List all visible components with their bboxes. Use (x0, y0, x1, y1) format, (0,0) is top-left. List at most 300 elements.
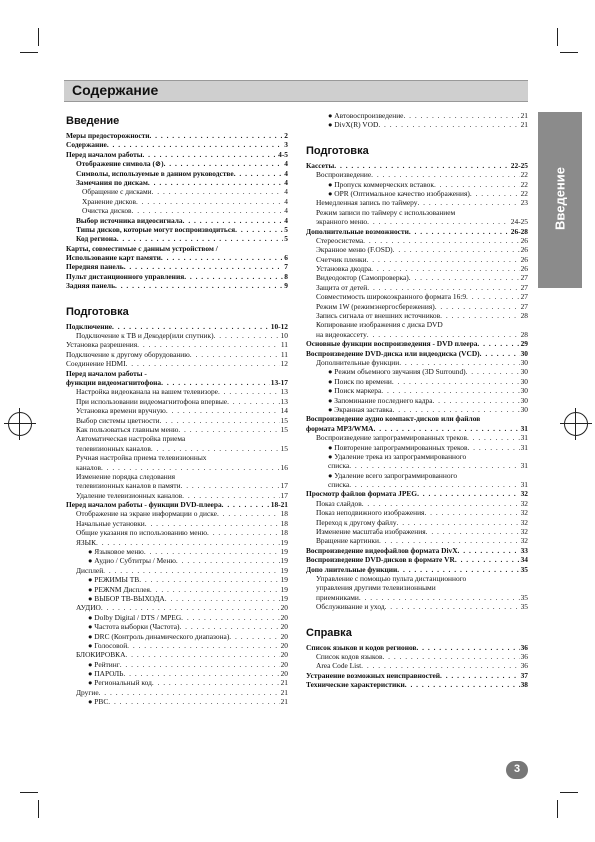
toc-entry[interactable] (66, 575, 288, 584)
toc-entry[interactable] (306, 424, 528, 433)
dot-leader (409, 227, 510, 236)
toc-entry-title: Подключение к другому оборудованию (66, 349, 190, 359)
toc-entry[interactable] (66, 444, 288, 453)
toc-entry[interactable] (66, 481, 288, 490)
toc-entry-title: При использовании видеомагнитофона впервые (76, 396, 228, 406)
toc-entry-title: Подключение к ТВ и Декодер(или спутник) (76, 331, 214, 341)
toc-entry-page: 35 (520, 602, 528, 612)
toc-entry-title: ● Региональный код (88, 678, 152, 688)
toc-entry[interactable] (306, 189, 528, 198)
toc-entry-page: 26 (520, 245, 528, 255)
dot-leader (99, 688, 280, 697)
toc-entry[interactable] (66, 272, 288, 281)
registration-mark (8, 412, 32, 436)
toc-entry[interactable] (306, 161, 528, 170)
toc-entry[interactable] (306, 120, 528, 129)
toc-entry-page: 28 (520, 311, 528, 321)
toc-entry-title: Копирование изображения с диска DVD (316, 320, 443, 330)
dot-leader (379, 536, 520, 545)
toc-entry[interactable] (306, 499, 528, 508)
toc-entry-title: Список языков и кодов регионов (306, 642, 417, 652)
toc-entry[interactable] (306, 367, 528, 376)
toc-entry-title: Символы, используемые в данном руководстве (76, 168, 234, 178)
toc-entry[interactable] (306, 208, 528, 217)
toc-entry-page: 27 (520, 273, 528, 283)
dot-leader (166, 406, 280, 415)
toc-entry-title: Автоматическая настройка приема (76, 434, 186, 444)
side-tab (538, 112, 582, 288)
toc-entry-title: Подключение (66, 321, 112, 331)
toc-entry-title: ● Голосовой (88, 640, 128, 650)
toc-entry[interactable] (306, 217, 528, 226)
dot-leader (235, 225, 283, 234)
dot-leader (96, 538, 280, 547)
toc-entry[interactable] (306, 602, 528, 611)
toc-entry[interactable] (66, 566, 288, 575)
toc-entry-title: Воспроизведение запрограммированных треков (316, 433, 467, 443)
toc-entry[interactable] (306, 302, 528, 311)
toc-entry-title: Технические характеристики (306, 680, 405, 690)
crop-mark (557, 28, 558, 46)
toc-entry[interactable] (66, 622, 288, 631)
dot-leader (477, 339, 519, 348)
toc-entry-page: 22 (520, 170, 528, 180)
toc-entry-title: формата MP3/WMA (306, 423, 374, 433)
toc-entry-title: Основные функции воспроизведения - DVD плеера (306, 339, 478, 349)
dot-leader (120, 660, 280, 669)
toc-entry-title: Хранение дисков (82, 196, 136, 206)
dot-leader (381, 386, 519, 395)
toc-entry[interactable] (306, 245, 528, 254)
toc-right-column (306, 111, 528, 689)
toc-entry[interactable] (306, 414, 528, 423)
dot-leader (217, 509, 280, 518)
toc-entry[interactable] (66, 688, 288, 697)
toc-entry[interactable] (306, 680, 528, 689)
toc-entry-page: 2 (284, 131, 288, 140)
toc-entry-page: 36 (520, 661, 528, 671)
toc-entry-page: 24-25 (510, 217, 528, 227)
toc-entry[interactable] (306, 264, 528, 273)
toc-entry[interactable] (306, 643, 528, 652)
toc-entry[interactable] (306, 227, 528, 236)
toc-entry-title: Защита от детей (316, 282, 368, 292)
toc-entry[interactable] (306, 283, 528, 292)
toc-entry[interactable] (66, 594, 288, 603)
toc-entry-page: 12 (280, 359, 288, 369)
dot-leader (349, 461, 519, 470)
toc-entry-page: 20 (280, 640, 288, 650)
toc-entry[interactable] (306, 349, 528, 358)
dot-leader (424, 508, 519, 517)
dot-leader (190, 350, 280, 359)
toc-entry-page: 30 (520, 348, 528, 358)
toc-entry[interactable] (66, 150, 288, 159)
dot-leader (137, 340, 280, 349)
toc-entry-title: Совместимость широкоэкранного формата 16:9 (316, 292, 467, 302)
toc-entry[interactable] (306, 292, 528, 301)
toc-entry-page: 36 (520, 642, 528, 652)
toc-entry-page: 5 (284, 234, 288, 244)
dot-leader (165, 594, 280, 603)
toc-entry-page: 15 (280, 443, 288, 453)
dot-leader (184, 272, 283, 281)
dot-leader (117, 234, 284, 243)
toc-entry[interactable] (66, 178, 288, 187)
toc-entry[interactable] (306, 443, 528, 452)
toc-entry-title: ● DRC (Контроль динамического диапазона) (88, 631, 230, 641)
toc-entry[interactable] (306, 461, 528, 470)
toc-entry[interactable] (66, 131, 288, 140)
toc-entry-title: Экранное меню (F.OSD) (316, 245, 393, 255)
toc-entry[interactable] (66, 556, 288, 565)
toc-entry-page: 30 (520, 395, 528, 405)
toc-entry[interactable] (306, 386, 528, 395)
toc-entry[interactable] (66, 197, 288, 206)
toc-entry[interactable] (66, 378, 288, 387)
toc-entry-page: 29 (520, 339, 528, 349)
toc-entry-page: 7 (284, 262, 288, 272)
toc-entry[interactable] (66, 340, 288, 349)
toc-entry[interactable] (66, 669, 288, 678)
toc-entry-title: Показ слайдов (316, 498, 362, 508)
toc-entry-page: 20 (280, 603, 288, 613)
toc-entry[interactable] (66, 253, 288, 262)
toc-entry[interactable] (66, 632, 288, 641)
toc-entry[interactable] (66, 140, 288, 149)
toc-entry[interactable] (306, 555, 528, 564)
dot-leader (426, 527, 520, 536)
dot-leader (107, 140, 283, 149)
toc-entry[interactable] (66, 359, 288, 368)
toc-entry-title: Воспроизведение (316, 170, 372, 180)
toc-entry[interactable] (66, 613, 288, 622)
toc-entry[interactable] (306, 593, 528, 602)
toc-entry[interactable] (66, 509, 288, 518)
toc-entry[interactable] (306, 652, 528, 661)
toc-entry[interactable] (66, 660, 288, 669)
toc-entry-title: Стереосистема (316, 235, 364, 245)
dot-leader (467, 433, 520, 442)
dot-leader (229, 632, 279, 641)
toc-entry[interactable] (306, 480, 528, 489)
toc-entry[interactable] (306, 236, 528, 245)
toc-entry[interactable] (306, 508, 528, 517)
dot-leader (367, 255, 520, 264)
toc-entry-title: ● РЕЖNM Дисплея (88, 584, 150, 594)
toc-entry[interactable] (66, 244, 288, 253)
toc-entry[interactable] (66, 528, 288, 537)
toc-entry[interactable] (306, 111, 528, 120)
toc-entry[interactable] (66, 281, 288, 290)
toc-entry[interactable] (66, 350, 288, 359)
dot-leader (183, 216, 284, 225)
dot-leader (440, 311, 519, 320)
toc-entry[interactable] (66, 397, 288, 406)
dot-leader (435, 302, 520, 311)
toc-entry-title: Допо лнительные функции (306, 564, 398, 574)
toc-entry-page: 14 (280, 406, 288, 416)
dot-leader (151, 444, 280, 453)
toc-entry-title: Список кодов языков (316, 651, 383, 661)
toc-entry[interactable] (66, 262, 288, 271)
toc-entry-title: Другие (76, 687, 99, 697)
toc-entry-title: на видеокассету (316, 329, 367, 339)
toc-entry[interactable] (66, 225, 288, 234)
toc-entry-title: Выбор системы цветности (76, 415, 160, 425)
toc-entry-title: Воспроизведение аудио компакт-дисков или файлов (306, 414, 481, 424)
toc-entry-title: Управление с помощью пульта дистанционного (316, 573, 467, 583)
dot-leader (432, 396, 519, 405)
toc-entry[interactable] (306, 527, 528, 536)
dot-leader (142, 150, 277, 159)
toc-entry-page: 27 (520, 282, 528, 292)
toc-entry-title: ● Поиск маркера (328, 386, 382, 396)
dot-leader (334, 161, 509, 170)
toc-entry-title: Перед началом работы - (66, 368, 147, 378)
toc-entry[interactable] (306, 405, 528, 414)
crop-mark (20, 52, 38, 53)
toc-entry-title: Счетчик пленки (316, 254, 367, 264)
toc-entry[interactable] (306, 471, 528, 480)
toc-entry-title: Установка дкодра (316, 264, 372, 274)
toc-entry[interactable] (66, 453, 288, 462)
page-title: Содержание (72, 82, 159, 98)
toc-entry-page: 20 (280, 631, 288, 641)
toc-entry-page: 9 (284, 281, 288, 291)
dot-leader (417, 198, 519, 207)
toc-entry-page: 26-28 (510, 226, 528, 236)
toc-entry-page: 19 (280, 565, 288, 575)
toc-entry-page: 4 (284, 206, 288, 216)
toc-entry-page: 4 (284, 159, 288, 169)
toc-entry-title: Содержание (66, 140, 107, 150)
toc-entry-page: 18-21 (270, 500, 288, 510)
toc-entry[interactable] (66, 169, 288, 178)
toc-entry-page: 19 (280, 547, 288, 557)
toc-entry-page: 26 (520, 264, 528, 274)
toc-entry[interactable] (306, 396, 528, 405)
toc-entry-title: ● Автовоспроизведение (328, 111, 404, 120)
toc-entry-page: 20 (280, 612, 288, 622)
dot-leader (227, 397, 280, 406)
toc-entry-title: ● ПАРОЛЬ (88, 669, 124, 679)
toc-entry[interactable] (66, 603, 288, 612)
toc-entry[interactable] (306, 574, 528, 583)
toc-entry-title: ● Рейтинг (88, 659, 120, 669)
toc-entry-title: АУДИО (76, 603, 101, 613)
toc-entry[interactable] (306, 339, 528, 348)
toc-entry[interactable] (66, 387, 288, 396)
toc-entry[interactable] (306, 330, 528, 339)
dot-leader (378, 120, 519, 129)
toc-entry[interactable] (66, 538, 288, 547)
toc-entry[interactable] (306, 255, 528, 264)
toc-entry-page: 4-5 (278, 149, 288, 159)
toc-entry-page: 5 (284, 224, 288, 234)
page-number: 3 (513, 763, 521, 775)
dot-leader (112, 322, 270, 331)
toc-entry-page: 34 (520, 555, 528, 565)
toc-entry[interactable] (306, 198, 528, 207)
toc-entry-page: 19 (280, 556, 288, 566)
toc-entry[interactable] (306, 518, 528, 527)
toc-entry-page: 11 (280, 349, 288, 359)
toc-entry-title: Обращение с дисками (82, 187, 152, 197)
toc-entry-title: Пульт дистанционного управления (66, 271, 185, 281)
toc-entry[interactable] (306, 536, 528, 545)
toc-entry-title: Видеодоктор (Самопроверка) (316, 273, 409, 283)
toc-entry[interactable] (306, 311, 528, 320)
toc-entry-title: Использование карт памяти (66, 253, 161, 263)
dot-leader (382, 652, 519, 661)
toc-entry-page: 6 (284, 253, 288, 263)
toc-entry-title: приемниками (316, 592, 359, 602)
toc-entry[interactable] (66, 585, 288, 594)
dot-leader (103, 566, 279, 575)
toc-entry-page: 32 (520, 489, 528, 499)
toc-entry-page: 35 (520, 564, 528, 574)
dot-leader (409, 273, 520, 282)
toc-entry[interactable] (306, 273, 528, 282)
toc-entry-page: 20 (280, 650, 288, 660)
toc-entry-title: ● Dolby Digital / DTS / MPEG (88, 612, 182, 622)
toc-entry-page: 30 (520, 367, 528, 377)
toc-entry-title: Просмотр файлов формата JPEG (306, 489, 418, 499)
toc-entry-title: Дополнительные возможности (306, 226, 409, 236)
toc-entry-page: 22-25 (510, 160, 528, 170)
dot-leader (152, 187, 284, 196)
toc-entry-page: 19 (280, 584, 288, 594)
toc-entry-title: Area Code List (316, 661, 362, 671)
spacer (66, 291, 288, 301)
toc-entry-page: 21 (280, 678, 288, 688)
dot-leader (392, 377, 520, 386)
toc-entry[interactable] (66, 641, 288, 650)
toc-entry[interactable] (66, 547, 288, 556)
toc-entry[interactable] (66, 500, 288, 509)
toc-entry[interactable] (306, 546, 528, 555)
dot-leader (416, 643, 519, 652)
toc-entry-title: ● Режим объемного звучания (3D Surround) (328, 367, 466, 377)
toc-entry-page: 11 (280, 340, 288, 350)
toc-entry-page: 20 (280, 659, 288, 669)
toc-entry[interactable] (306, 433, 528, 442)
toc-entry-page: 35 (520, 592, 528, 602)
toc-entry[interactable] (306, 320, 528, 329)
dot-leader (367, 217, 510, 226)
toc-entry-page: 27 (520, 301, 528, 311)
toc-entry-title: ● Частота выборки (Частота) (88, 622, 180, 632)
toc-entry-page: 30 (520, 376, 528, 386)
dot-leader (361, 661, 519, 670)
toc-entry[interactable] (306, 671, 528, 680)
toc-entry[interactable] (306, 452, 528, 461)
toc-entry-page: 31 (520, 442, 528, 452)
toc-entry-page: 30 (520, 386, 528, 396)
toc-entry[interactable] (306, 377, 528, 386)
toc-entry[interactable] (66, 472, 288, 481)
toc-entry-page: 31 (520, 423, 528, 433)
toc-entry[interactable] (306, 661, 528, 670)
toc-entry-title: БЛОКИРОВКА (76, 650, 126, 660)
toc-entry[interactable] (66, 425, 288, 434)
toc-entry[interactable] (66, 491, 288, 500)
toc-entry-title: Установка времени вручную (76, 406, 166, 416)
dot-leader (101, 463, 280, 472)
toc-entry[interactable] (306, 170, 528, 179)
toc-entry[interactable] (66, 187, 288, 196)
dot-leader (108, 697, 279, 706)
toc-entry-title: ● Пропуск коммерческих вставок (328, 179, 434, 189)
dot-leader (127, 641, 279, 650)
toc-entry-page: 13 (280, 396, 288, 406)
toc-entry-page: 31 (520, 480, 528, 490)
toc-entry-title: телевизионных каналов в памяти (76, 481, 181, 491)
toc-entry[interactable] (66, 463, 288, 472)
toc-entry-page: 26 (520, 254, 528, 264)
dot-leader (150, 585, 280, 594)
toc-entry[interactable] (66, 650, 288, 659)
toc-entry[interactable] (306, 489, 528, 498)
dot-leader (371, 170, 519, 179)
toc-entry[interactable] (306, 358, 528, 367)
toc-entry[interactable] (66, 519, 288, 528)
dot-leader (164, 159, 284, 168)
crop-mark (20, 792, 38, 793)
dot-leader (115, 281, 283, 290)
toc-entry-page: 15 (280, 424, 288, 434)
toc-entry[interactable] (306, 180, 528, 189)
toc-entry[interactable] (66, 434, 288, 443)
toc-entry-page: 22 (520, 188, 528, 198)
toc-entry-title: Отображение символа (⊘) (76, 159, 164, 169)
toc-entry[interactable] (66, 322, 288, 331)
toc-entry-title: Режим 1W (режимэнергосбережения) (316, 301, 435, 311)
crop-mark (38, 28, 39, 46)
toc-entry-title: Установка разрешения (66, 340, 138, 350)
toc-entry-page: 4 (284, 177, 288, 187)
dot-leader (181, 613, 279, 622)
toc-entry[interactable] (66, 369, 288, 378)
dot-leader (178, 425, 279, 434)
toc-entry[interactable] (66, 216, 288, 225)
toc-entry-page: 21 (520, 120, 528, 130)
toc-entry-title: Передняя панель (66, 262, 124, 272)
dot-leader (466, 367, 520, 376)
toc-entry-title: Соединение HDMI (66, 359, 126, 369)
dot-leader (125, 650, 279, 659)
toc-entry-title: ЯЗЫК (76, 537, 97, 547)
dot-leader (161, 378, 270, 387)
toc-entry-title: ● Экранная заставка (328, 404, 393, 414)
toc-entry[interactable] (66, 697, 288, 706)
toc-entry[interactable] (306, 583, 528, 592)
toc-entry[interactable] (66, 416, 288, 425)
toc-entry-title: Дисплей (76, 565, 104, 575)
toc-entry[interactable] (306, 565, 528, 574)
toc-entry[interactable] (66, 234, 288, 243)
toc-entry-page: 18 (280, 528, 288, 538)
toc-entry[interactable] (66, 206, 288, 215)
toc-entry[interactable] (66, 406, 288, 415)
toc-entry[interactable] (66, 331, 288, 340)
toc-entry-page: 30 (520, 404, 528, 414)
toc-entry-title: Выбор источника видеосигнала (76, 215, 183, 225)
toc-entry[interactable] (66, 159, 288, 168)
toc-entry[interactable] (66, 678, 288, 687)
toc-entry-page: 32 (520, 536, 528, 546)
